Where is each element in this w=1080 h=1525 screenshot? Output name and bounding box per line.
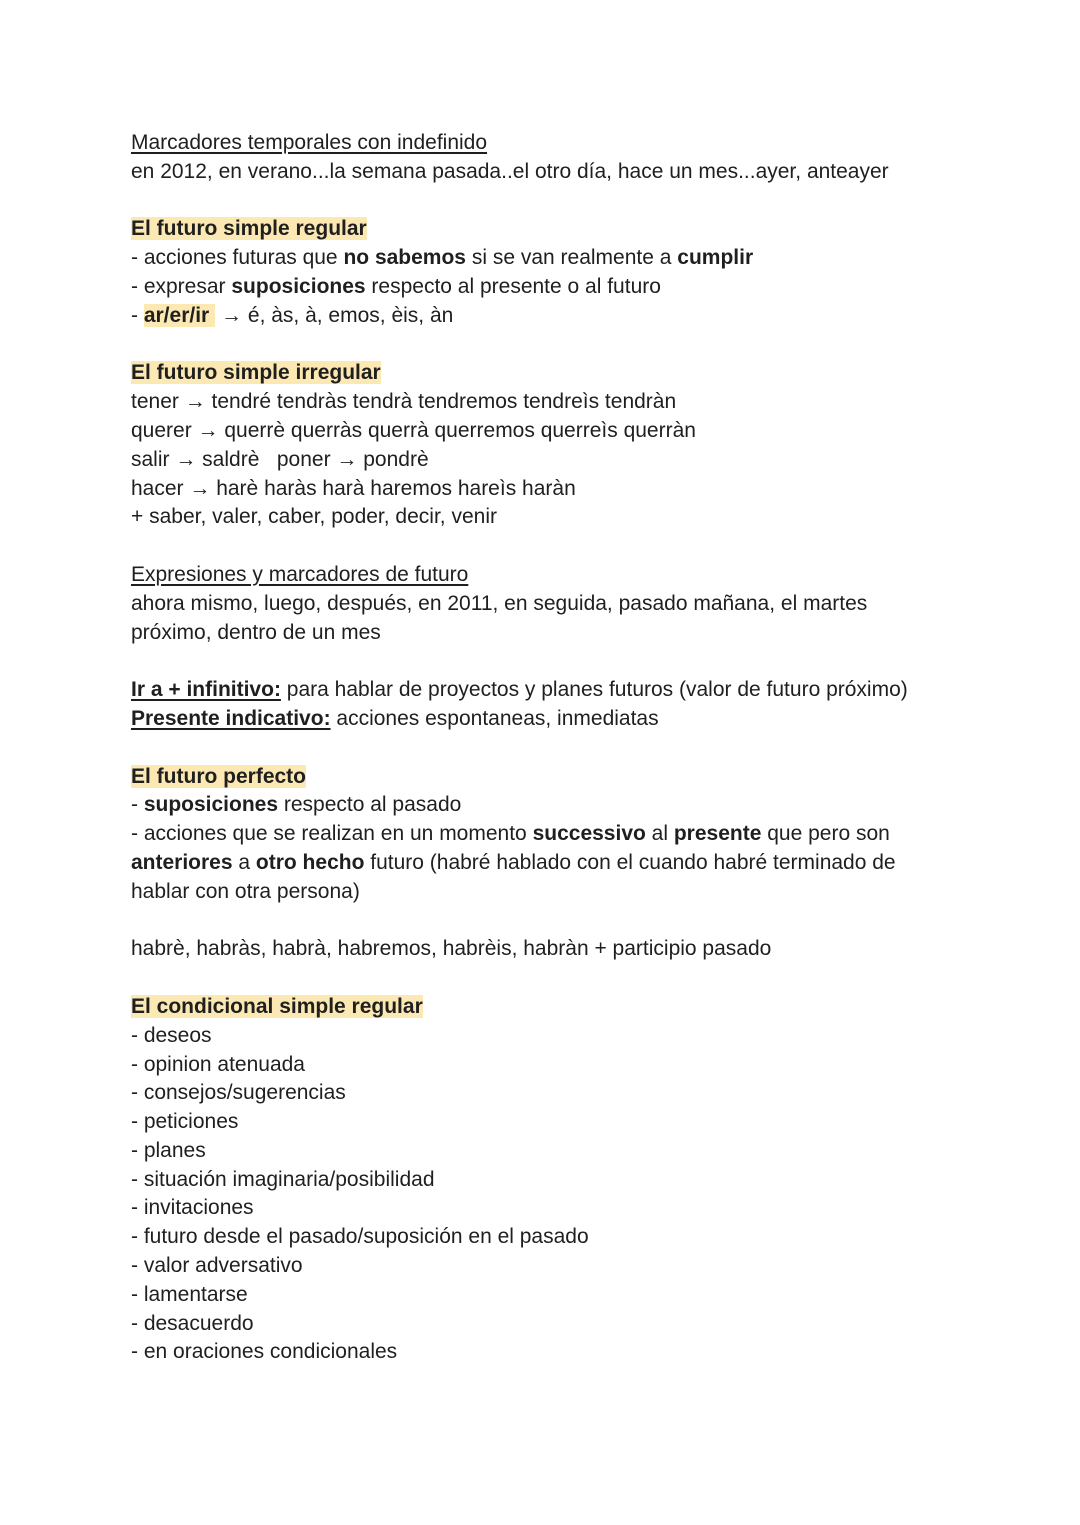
blank-line <box>131 647 951 676</box>
irregular-verb-line: querer → querrè querràs querrà querremos querreìs querràn <box>131 418 696 442</box>
expresiones-futuro-text: ahora mismo, luego, después, en 2011, en seguida, pasado mañana, el martes próximo, dentro de un mes <box>131 591 868 644</box>
futuro-regular-point-1: - acciones futuras que no sabemos si se van realmente a cumplir <box>131 246 754 270</box>
condicional-use-item: - planes <box>131 1138 206 1162</box>
blank-line <box>131 532 951 561</box>
condicional-use-item: - opinion atenuada <box>131 1052 305 1076</box>
blank-line <box>131 331 951 360</box>
section-heading-marcadores-indefinido: Marcadores temporales con indefinido <box>131 131 488 154</box>
marcadores-indefinido-list: en 2012, en verano...la semana pasada..el otro día, hace un mes...ayer, anteayer <box>131 159 889 183</box>
section-heading-futuro-simple-regular: El futuro simple regular <box>131 217 367 241</box>
futuro-regular-endings: - ar/er/ir → é, às, à, emos, èis, àn <box>131 303 454 327</box>
futuro-perfecto-point-2: - acciones que se realizan en un momento successivo al presente que pero son anteriores a otro hecho futuro (habré hablado con el cuando habré terminado de hablar con otra persona) <box>131 822 896 903</box>
irregular-verb-line: tener → tendré tendràs tendrà tendremos tendreìs tendràn <box>131 390 677 414</box>
condicional-use-item: - consejos/sugerencias <box>131 1081 346 1105</box>
condicional-use-item: - situación imaginaria/posibilidad <box>131 1167 435 1191</box>
futuro-perfecto-forms: habrè, habràs, habrà, habremos, habrèis, habràn + participio pasado <box>131 937 772 961</box>
irregular-verb-line: salir → saldrè poner → pondrè <box>131 447 429 471</box>
section-heading-condicional-simple-regular: El condicional simple regular <box>131 994 423 1018</box>
condicional-use-item: - peticiones <box>131 1110 239 1134</box>
blank-line <box>131 964 951 993</box>
condicional-use-item: - deseos <box>131 1023 212 1047</box>
presente-indicativo-line: Presente indicativo: acciones espontaneas, inmediatas <box>131 706 659 730</box>
ir-a-infinitivo-line: Ir a + infinitivo: para hablar de proyectos y planes futuros (valor de futuro próximo) <box>131 678 908 702</box>
condicional-use-item: - valor adversativo <box>131 1254 303 1278</box>
futuro-perfecto-point-1: - suposiciones respecto al pasado <box>131 793 462 817</box>
futuro-regular-point-2: - expresar suposiciones respecto al presente o al futuro <box>131 274 661 298</box>
condicional-use-item: - desacuerdo <box>131 1311 254 1335</box>
section-heading-expresiones-futuro: Expresiones y marcadores de futuro <box>131 562 469 586</box>
blank-line <box>131 187 951 216</box>
blank-line <box>131 734 951 763</box>
condicional-use-item: - futuro desde el pasado/suposición en el pasado <box>131 1225 589 1249</box>
irregular-verb-line: + saber, valer, caber, poder, decir, venir <box>131 505 497 529</box>
section-heading-futuro-perfecto: El futuro perfecto <box>131 764 307 788</box>
condicional-use-item: - en oraciones condicionales <box>131 1340 398 1364</box>
condicional-use-item: - invitaciones <box>131 1196 254 1220</box>
section-heading-futuro-simple-irregular: El futuro simple irregular <box>131 361 381 385</box>
condicional-use-item: - lamentarse <box>131 1282 248 1306</box>
blank-line <box>131 907 951 936</box>
irregular-verb-line: hacer → harè haràs harà haremos hareìs haràn <box>131 476 576 500</box>
document-page <box>131 129 951 1367</box>
